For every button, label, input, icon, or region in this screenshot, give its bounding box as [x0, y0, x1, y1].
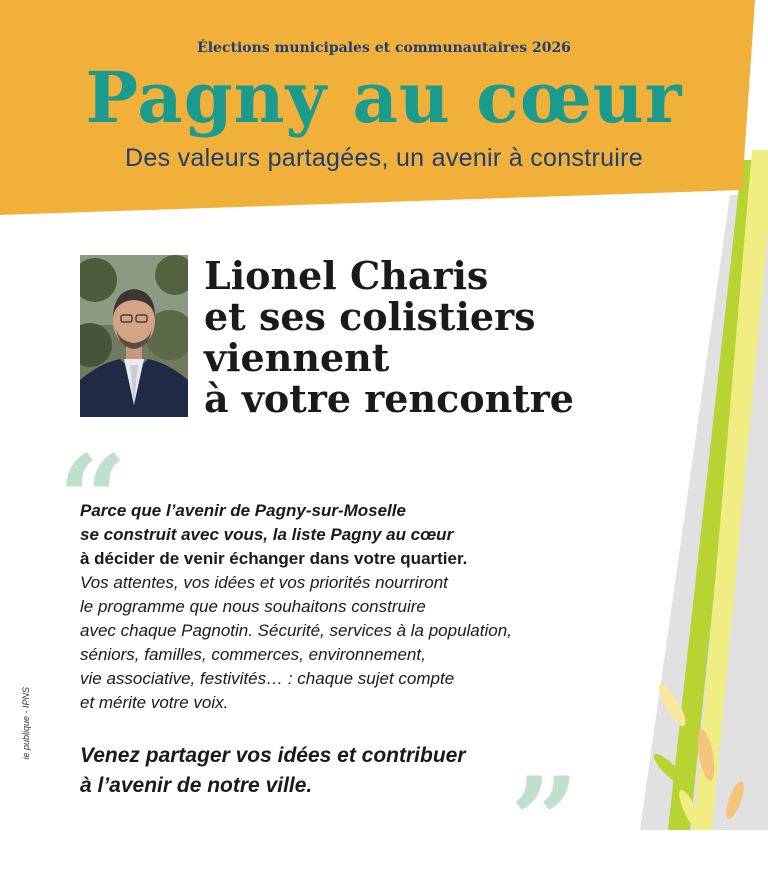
- candidate-photo: [80, 255, 188, 417]
- body-detail-line: et mérite votre voix.: [80, 693, 229, 712]
- body-detail-line: séniors, familles, commerces, environnement,: [80, 645, 426, 664]
- body-intro-line: Parce que l’avenir de Pagny-sur-Moselle: [80, 501, 406, 520]
- cta-line: Venez partager vos idées et contribuer: [80, 744, 466, 767]
- election-supertitle: Élections municipales et communautaires 2026: [197, 40, 571, 56]
- cta-line: à l’avenir de notre ville.: [80, 774, 313, 797]
- headline: [204, 255, 574, 419]
- body-intro-line: se construit avec vous, la liste Pagny au cœur: [80, 525, 454, 544]
- legal-side-note: ie publique - IPNS: [21, 687, 31, 760]
- header-banner: [0, 0, 768, 215]
- body-detail-line: Vos attentes, vos idées et vos priorités nourriront: [80, 573, 448, 592]
- opening-quote-mark: “: [58, 429, 128, 570]
- headline-line: viennent: [204, 335, 390, 380]
- body-detail-line: le programme que nous souhaitons construire: [80, 597, 426, 616]
- headline-line: Lionel Charis: [204, 253, 489, 298]
- body-detail-line: avec chaque Pagnotin. Sécurité, services à la population,: [80, 621, 512, 640]
- body-paragraph: [80, 499, 512, 715]
- campaign-title: Pagny au cœur: [85, 56, 683, 139]
- headline-line: à votre rencontre: [204, 376, 574, 421]
- headline-line: et ses colistiers: [204, 294, 536, 339]
- campaign-subtitle: Des valeurs partagées, un avenir à construire: [125, 144, 643, 172]
- body-detail-line: vie associative, festivités… : chaque sujet compte: [80, 669, 455, 688]
- closing-quote-mark: ”: [510, 751, 580, 892]
- call-to-action: [80, 741, 466, 801]
- body-decide-line: à décider de venir échanger dans votre quartier.: [80, 549, 468, 568]
